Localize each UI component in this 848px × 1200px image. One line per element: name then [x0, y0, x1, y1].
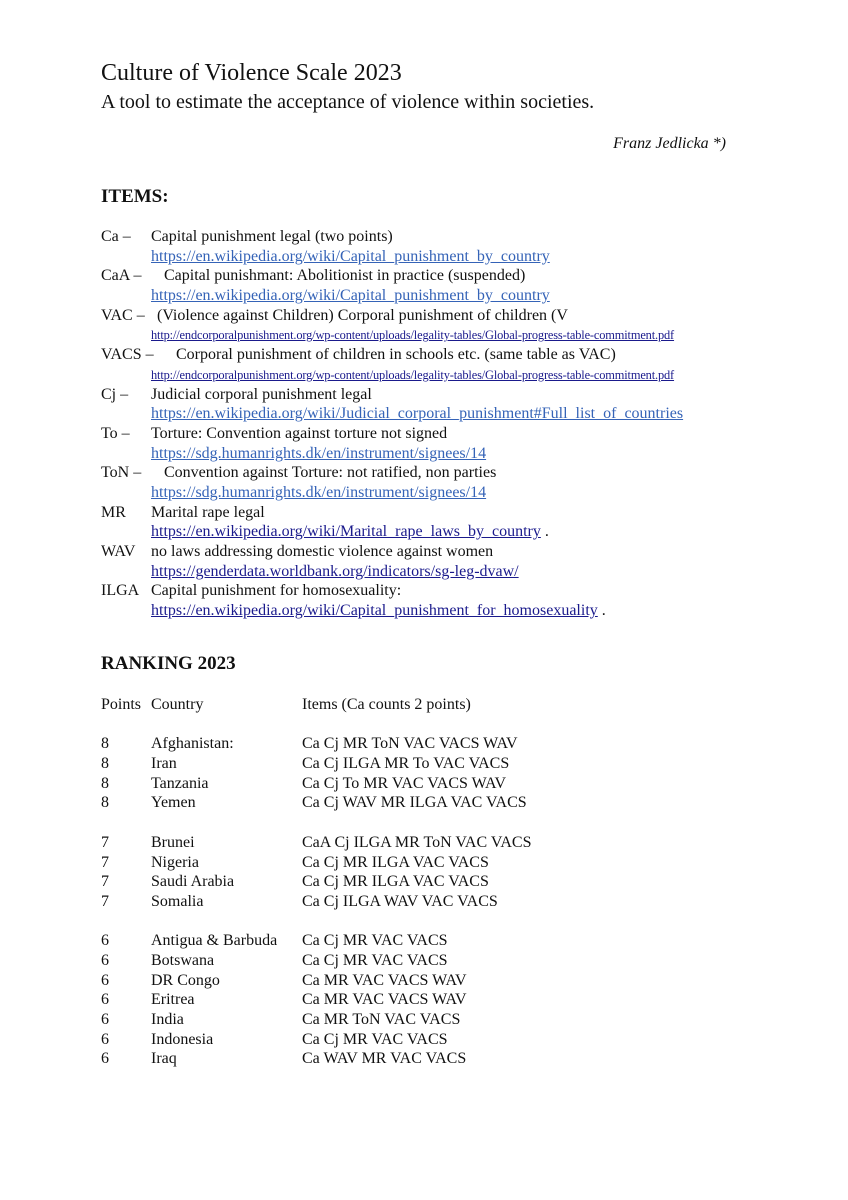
ranking-row [101, 971, 801, 991]
ranking-header-row [101, 695, 801, 715]
row-country: DR Congo [151, 971, 220, 989]
item-description: no laws addressing domestic violence against women [151, 543, 494, 560]
row-items: Ca Cj MR ILGA VAC VACS [302, 853, 489, 871]
item-code: VAC – [101, 306, 145, 324]
row-points: 7 [101, 892, 109, 910]
row-points: 6 [101, 932, 109, 950]
row-country: Indonesia [151, 1030, 214, 1048]
ranking-row [101, 774, 801, 794]
ranking-row [101, 872, 801, 892]
row-items: Ca Cj MR ToN VAC VACS WAV [302, 735, 518, 753]
item-line [101, 266, 821, 286]
item-link[interactable]: https://en.wikipedia.org/wiki/Marital_rape_laws_by_country [151, 523, 541, 541]
ranking-row [101, 754, 801, 774]
row-points: 8 [101, 735, 109, 753]
item-url-line [101, 522, 821, 542]
row-country: Yemen [151, 794, 196, 812]
row-items: Ca Cj MR ILGA VAC VACS [302, 873, 489, 891]
item-line [101, 542, 821, 562]
ranking-group-spacer [101, 912, 801, 932]
item-link[interactable]: https://en.wikipedia.org/wiki/Capital_punishment_for_homosexuality [151, 602, 598, 620]
item-link[interactable]: https://genderdata.worldbank.org/indicators/sg-leg-dvaw/ [151, 562, 519, 580]
row-points: 8 [101, 774, 109, 792]
item-description: Capital punishment for homosexuality: [151, 582, 402, 600]
header-points: Points [101, 696, 142, 713]
row-items: Ca WAV MR VAC VACS [302, 1050, 467, 1068]
item-code: VACS – [101, 346, 154, 364]
author-name: Franz Jedlicka *) [613, 135, 726, 152]
ranking-row [101, 1049, 801, 1069]
ranking-row [101, 853, 801, 873]
ranking-row [101, 833, 801, 853]
ranking-table [101, 695, 801, 1069]
row-country: Botswana [151, 951, 215, 969]
row-country: Nigeria [151, 853, 199, 871]
page-title: Culture of Violence Scale 2023 [101, 60, 402, 86]
ranking-row [101, 892, 801, 912]
item-description: Torture: Convention against torture not signed [151, 424, 448, 442]
items-list [101, 227, 821, 621]
row-country: Saudi Arabia [151, 873, 235, 891]
row-country: Brunei [151, 833, 195, 851]
row-items: Ca Cj To MR VAC VACS WAV [302, 774, 506, 792]
row-items: CaA Cj ILGA MR ToN VAC VACS [302, 833, 532, 851]
item-description: Judicial corporal punishment legal [151, 385, 372, 403]
item-code: WAV [101, 543, 136, 560]
row-items: Ca Cj ILGA WAV VAC VACS [302, 892, 498, 910]
row-items: Ca Cj MR VAC VACS [302, 932, 448, 950]
ranking-row [101, 1010, 801, 1030]
row-country: Tanzania [151, 774, 209, 792]
item-code: Cj – [101, 385, 129, 403]
item-code: ILGA [101, 582, 140, 600]
item-trailing-period: . [597, 602, 606, 620]
row-country: Iran [151, 755, 177, 773]
item-entry [101, 385, 821, 424]
row-items: Ca Cj MR VAC VACS [302, 1030, 448, 1048]
row-points: 7 [101, 853, 109, 871]
item-entry [101, 345, 821, 384]
item-line [101, 306, 821, 326]
row-points: 7 [101, 873, 109, 891]
item-description: Capital punishment legal (two points) [151, 228, 393, 245]
item-entry [101, 542, 821, 581]
item-link[interactable]: http://endcorporalpunishment.org/wp-content/uploads/legality-tables/Global-progress-table-commitment.pdf [151, 367, 675, 382]
ranking-group-spacer [101, 715, 801, 735]
ranking-row [101, 990, 801, 1010]
row-points: 6 [101, 1011, 109, 1028]
item-line [101, 385, 821, 405]
row-points: 6 [101, 971, 109, 989]
item-link[interactable]: https://sdg.humanrights.dk/en/instrument/signees/14 [151, 444, 487, 462]
item-code: To – [101, 424, 130, 442]
row-points: 8 [101, 794, 109, 812]
item-description: Corporal punishment of children in schools etc. (same table as VAC) [176, 346, 616, 364]
item-url-line [101, 286, 821, 306]
item-entry [101, 503, 821, 542]
item-line [101, 345, 821, 365]
ranking-heading: RANKING 2023 [101, 653, 236, 674]
item-line [101, 424, 821, 444]
row-points: 6 [101, 1030, 109, 1048]
row-items: Ca Cj MR VAC VACS [302, 951, 448, 969]
item-url-line [101, 444, 821, 464]
row-country: India [151, 1011, 184, 1028]
items-heading: ITEMS: [101, 186, 169, 207]
item-line [101, 503, 821, 523]
item-url-line [101, 365, 821, 385]
item-url-line [101, 404, 821, 424]
ranking-row [101, 793, 801, 813]
item-link[interactable]: http://endcorporalpunishment.org/wp-content/uploads/legality-tables/Global-progress-table-commitment.pdf [151, 328, 675, 343]
row-points: 6 [101, 951, 109, 969]
header-country: Country [151, 696, 204, 713]
row-country: Iraq [151, 1050, 177, 1068]
row-items: Ca MR VAC VACS WAV [302, 991, 467, 1009]
item-entry [101, 463, 821, 502]
row-country: Antigua & Barbuda [151, 932, 278, 950]
row-points: 7 [101, 833, 109, 851]
ranking-group-spacer [101, 813, 801, 833]
row-points: 6 [101, 1050, 109, 1068]
row-country: Eritrea [151, 991, 195, 1009]
item-entry [101, 266, 821, 305]
item-description: Convention against Torture: not ratified, non parties [164, 464, 497, 482]
item-link[interactable]: https://en.wikipedia.org/wiki/Judicial_corporal_punishment#Full_list_of_countries [151, 405, 684, 423]
item-link[interactable]: https://en.wikipedia.org/wiki/Capital_punishment_by_country [151, 247, 550, 265]
row-country: Somalia [151, 892, 204, 910]
item-url-line [101, 247, 821, 267]
row-points: 8 [101, 755, 109, 773]
item-entry [101, 581, 821, 620]
item-url-line [101, 325, 821, 345]
row-points: 6 [101, 991, 109, 1009]
row-items: Ca MR ToN VAC VACS [302, 1011, 461, 1028]
item-line [101, 581, 821, 601]
ranking-row [101, 1030, 801, 1050]
item-link[interactable]: https://en.wikipedia.org/wiki/Capital_punishment_by_country [151, 287, 550, 305]
item-link[interactable]: https://sdg.humanrights.dk/en/instrument/signees/14 [151, 483, 487, 501]
item-url-line [101, 483, 821, 503]
ranking-row [101, 734, 801, 754]
page-subtitle: A tool to estimate the acceptance of violence within societies. [101, 91, 595, 113]
item-entry [101, 227, 821, 266]
row-items: Ca MR VAC VACS WAV [302, 971, 467, 989]
ranking-row [101, 951, 801, 971]
item-code: CaA – [101, 267, 142, 285]
item-url-line [101, 562, 821, 582]
header-items: Items (Ca counts 2 points) [302, 696, 471, 713]
row-items: Ca Cj ILGA MR To VAC VACS [302, 755, 510, 773]
item-description: (Violence against Children) Corporal punishment of children (V [157, 306, 568, 324]
row-country: Afghanistan: [151, 735, 234, 753]
item-trailing-period: . [540, 523, 549, 541]
item-entry [101, 424, 821, 463]
row-items: Ca Cj WAV MR ILGA VAC VACS [302, 794, 527, 812]
item-description: Marital rape legal [151, 503, 265, 521]
item-line [101, 227, 821, 247]
item-description: Capital punishmant: Abolitionist in practice (suspended) [164, 267, 526, 285]
item-code: ToN – [101, 464, 142, 482]
item-entry [101, 306, 821, 345]
item-line [101, 463, 821, 483]
item-code: Ca – [101, 228, 131, 245]
item-code: MR [101, 503, 126, 521]
item-url-line [101, 601, 821, 621]
ranking-row [101, 931, 801, 951]
